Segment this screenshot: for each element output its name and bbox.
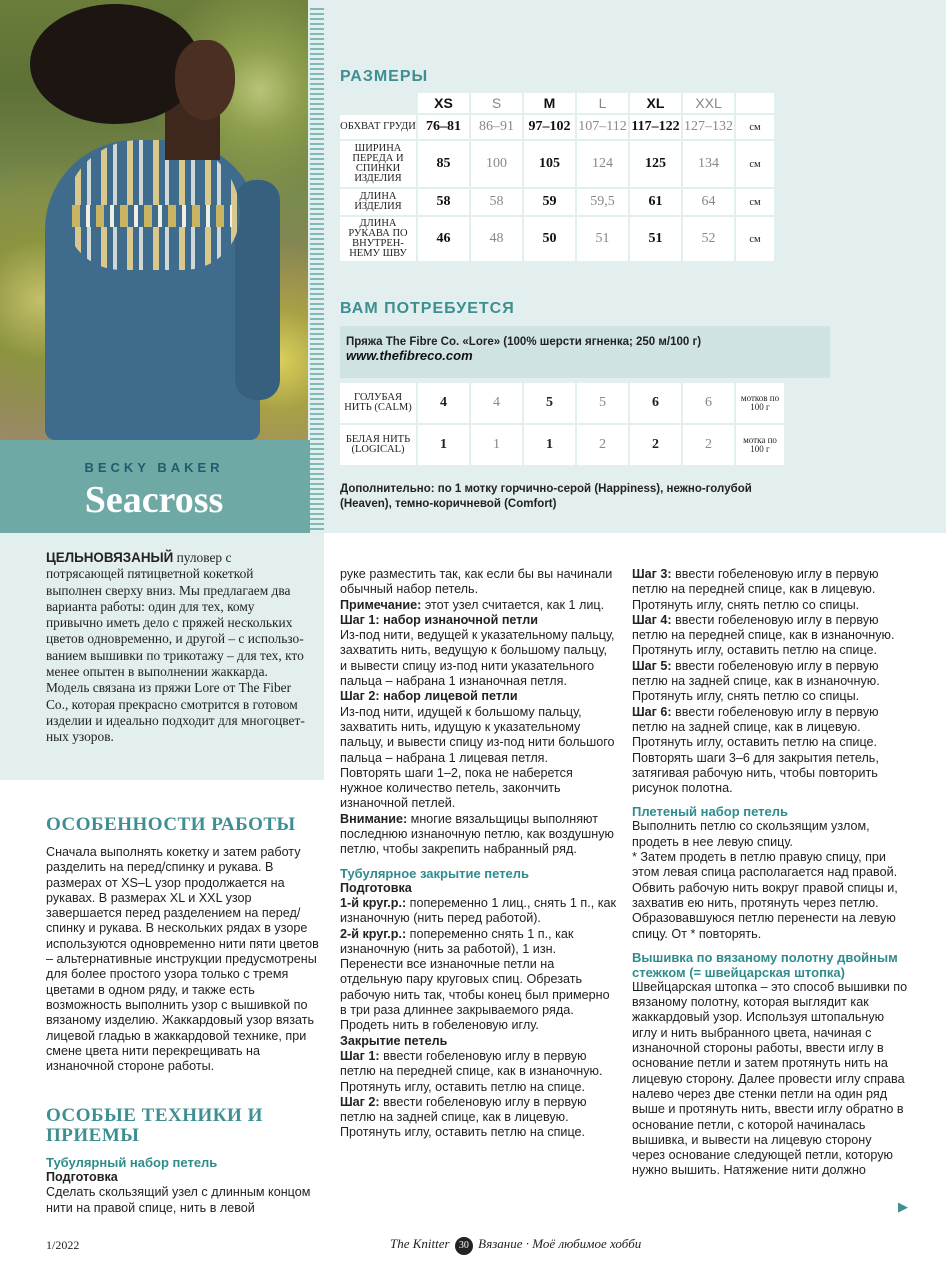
dotted-divider: [310, 8, 324, 533]
cell: 105: [524, 141, 575, 187]
sizes-row: [340, 189, 774, 215]
size-col: M: [524, 93, 575, 113]
cell: 125: [630, 141, 681, 187]
paragraph-text: этот узел считается, как 1 лиц.: [421, 597, 605, 612]
paragraph: [632, 659, 908, 705]
cell: 1: [524, 425, 575, 465]
cell: 117–122: [630, 115, 681, 139]
cell: 64: [683, 189, 734, 215]
paragraph: Выполнить петлю со скользящим узлом, продеть в нее левую спицу.: [632, 819, 870, 849]
yarn-url: www.thefibreco.com: [346, 348, 473, 363]
row-label: ДЛИНА РУКАВА ПО ВНУТРЕННЕМУ ШВУ: [340, 217, 416, 261]
column-3: [632, 567, 908, 1179]
paragraph: Швейцарская штопка – это способ вышивки по вязаному полотну, которая выглядит как жаккардовый узор. Используя штопальную иглу и нить выбранного цвета, начиная с изнаночной стороны работы, ввести иглу в основание петли и затем протянуть нить на лицевую сторону. Далее провести иглу справа налево через две стенки петли на один ряд выше и протянуть нить, ввести иглу обратно в основание петли, с которой начиналась вышивка, и вывести на лицевую сторону через основание следующей петли, которую нужно вышить. Натяжение нити должно: [632, 979, 908, 1178]
cell: 85: [418, 141, 469, 187]
bold-lead: Шаг 6:: [632, 704, 672, 719]
paragraph: Повторять шаги 1–2, пока не наберется нужное количество петель, закончить изнаночной петлей.: [340, 765, 573, 811]
cell: 58: [471, 189, 522, 215]
subheading: Плетеный набор петель: [632, 804, 789, 820]
step-heading: Закрытие петель: [340, 1033, 448, 1048]
techniques-heading: ОСОБЫЕ ТЕХНИКИ И ПРИЕМЫ: [46, 1105, 263, 1146]
cell: 5: [524, 383, 575, 423]
footer-right-brand: Вязание · Моё любимое хобби: [478, 1236, 642, 1251]
unit: см: [736, 217, 774, 261]
footer-brand: [390, 1236, 641, 1255]
bold-lead: Внимание:: [340, 811, 408, 826]
size-col: S: [471, 93, 522, 113]
yarn-info: [340, 326, 830, 378]
paragraph: руке разместить так, как если бы вы начинали обычный набор петель.: [340, 567, 613, 597]
cell: 1: [471, 425, 522, 465]
bold-lead: Шаг 5:: [632, 658, 672, 673]
paragraph: Из-под нити, идущей к большому пальцу, захватить нить, идущую к указательному пальцу, и вывести спицу из-под нити большого пальца – набрана 1 лицевая петля.: [340, 704, 615, 765]
column-1-bottom: [46, 1155, 322, 1216]
bold-lead: Примечание:: [340, 597, 422, 612]
paragraph-text: попеременно снять 1 п., как изнаночную (нить за работой), 1 изн.: [340, 926, 574, 956]
size-col: XXL: [683, 93, 734, 113]
cell: 100: [471, 141, 522, 187]
bold-lead: Шаг 1:: [340, 1048, 380, 1063]
yarn-row: [340, 425, 784, 465]
issue-number: 1/2022: [46, 1238, 80, 1252]
bold-lead: Шаг 4:: [632, 612, 672, 627]
sizes-header-row: [340, 93, 774, 113]
sizes-corner: [340, 93, 416, 113]
paragraph: * Затем продеть в петлю правую спицу, при этом левая спица располагается над правой. Обвить рабочую нить вокруг правой спицы и, захватив ею нить, протянуть через петлю. Образовавшуюся петлю перенести на левую спицу. От * повторять.: [632, 850, 898, 941]
intro-text: [46, 550, 311, 746]
step-heading: Шаг 1: набор изнаночной петли: [340, 612, 539, 627]
prep-label: Подготовка: [46, 1170, 118, 1184]
bold-lead: 2-й круг.р.:: [340, 926, 407, 941]
paragraph: [340, 896, 616, 927]
sizes-row: [340, 141, 774, 187]
size-col: L: [577, 93, 628, 113]
paragraph: Перенести все изнаночные петли на отдельную пару круговых спиц. Обрезать рабочую нить так, чтобы конец был примерно в три раза длиннее закрываемого ряда. Продеть нить в гобеленовую иглу.: [340, 957, 610, 1033]
cell: 127–132: [683, 115, 734, 139]
cell: 107–112: [577, 115, 628, 139]
paragraph: [340, 812, 616, 858]
paragraph-text: ввести гобеленовую иглу в первую петлю на задней спице, как в лицевую. Протянуть иглу, оставить петлю на спице.: [340, 1094, 587, 1140]
cell: 4: [471, 383, 522, 423]
paragraph: [340, 598, 616, 613]
paragraph: Из-под нити, ведущей к указательному пальцу, захватить нить, ведущую к большому пальцу, и вывести спицу из-под нити указательного пальца – набрана 1 изнаночная петля.: [340, 628, 615, 689]
cell: 46: [418, 217, 469, 261]
paragraph-text: ввести гобеленовую иглу в первую петлю на передней спице, как в изнаночную. Протянуть иглу, оставить петлю на спице.: [340, 1048, 603, 1094]
continue-arrow-icon: ▶: [898, 1199, 908, 1214]
sizes-heading: РАЗМЕРЫ: [340, 68, 429, 85]
cell: 4: [418, 383, 469, 423]
paragraph: Повторять шаги 3–6 для закрытия петель, затягивая рабочую нить, чтобы повторить рисунок полотна.: [632, 750, 879, 796]
author-name: BECKY BAKER: [84, 460, 224, 475]
cell: 1: [418, 425, 469, 465]
bold-lead: 1-й круг.р.:: [340, 895, 407, 910]
cell: 2: [683, 425, 734, 465]
sizes-row: [340, 217, 774, 261]
paragraph: [632, 705, 908, 751]
unit: см: [736, 189, 774, 215]
size-col: XS: [418, 93, 469, 113]
page-number: 30: [455, 1237, 473, 1255]
cell: 58: [418, 189, 469, 215]
row-label: БЕЛАЯ НИТЬ (LOGICAL): [340, 425, 416, 465]
cell: 59: [524, 189, 575, 215]
row-label: ШИРИНА ПЕРЕДА И СПИНКИ ИЗДЕЛИЯ: [340, 141, 416, 187]
row-label: ГОЛУБАЯ НИТЬ (CALM): [340, 383, 416, 423]
paragraph: [632, 613, 908, 659]
paragraph-text: попеременно 1 лиц., снять 1 п., как изнаночную (нить перед работой).: [340, 895, 617, 926]
unit-col: [736, 93, 774, 113]
unit: см: [736, 115, 774, 139]
bold-lead: Шаг 3:: [632, 567, 672, 581]
step-heading: Подготовка: [340, 880, 412, 895]
subheading: Вышивка по вязаному полотну двойным стежком (= швейцарская штопка): [632, 949, 898, 980]
paragraph: [340, 927, 616, 958]
cell: 51: [577, 217, 628, 261]
cell: 51: [630, 217, 681, 261]
cell: 124: [577, 141, 628, 187]
unit: см: [736, 141, 774, 187]
row-label: ОБХВАТ ГРУДИ: [340, 115, 416, 139]
column-2: [340, 567, 616, 1141]
cell: 59,5: [577, 189, 628, 215]
sizes-row: [340, 115, 774, 139]
cell: 86–91: [471, 115, 522, 139]
subheading: Тубулярное закрытие петель: [340, 865, 530, 881]
paragraph-text: ввести гобеленовую иглу в первую петлю на задней спице, как в изнаночную. Протянуть иглу, снять петлю со спицы.: [632, 658, 880, 704]
yarn-table: [338, 381, 786, 467]
cell: 5: [577, 383, 628, 423]
size-col: XL: [630, 93, 681, 113]
cell: 2: [577, 425, 628, 465]
cell: 6: [630, 383, 681, 423]
sizes-table: [338, 91, 776, 263]
cell: 50: [524, 217, 575, 261]
subheading: Тубулярный набор петель: [46, 1155, 218, 1170]
intro-lead: ЦЕЛЬНОВЯЗАНЫЙ: [46, 550, 174, 565]
paragraph-text: ввести гобеленовую иглу в первую петлю на передней спице, как в изнаночную. Протянуть иглу, оставить петлю на спице.: [632, 612, 895, 658]
features-text: Сначала выполнять кокетку и затем работу разделить на перед/спинку и рукава. В размерах от XS–L узор продолжается на рукавах. В размерах XL и XXL узор завершается перед разделением на перед/спинку и рукава. В нескольких рядах в узоре используются одновременно нити пяти цветов – альтернативные инструкции предусмотрены для более простого узора только с тремя цветами в одном ряду, и также есть возможность выполнить узор с вышивкой по вязаному изделию. Жаккардовый узор вязать лицевой гладью в жаккардовой технике, при смене цвета нити перекрещивать на изнаночной стороне работы.: [46, 845, 319, 1074]
cell: 48: [471, 217, 522, 261]
paragraph-text: многие вязальщицы выполняют последнюю изнаночную петлю, как воздушную петлю, чтобы закрепить набранный ряд.: [340, 811, 614, 857]
paragraph: [340, 1049, 616, 1095]
model-photo: [0, 0, 308, 440]
cell: 2: [630, 425, 681, 465]
yarn-name: Пряжа The Fibre Co. «Lore» (100% шерсти ягненка; 250 м/100 г): [346, 336, 702, 348]
yarn-row: [340, 383, 784, 423]
extra-yarn: Дополнительно: по 1 мотку горчично-серой (Happiness), нежно-голубой (Heaven), темно-коричневой (Comfort): [340, 483, 752, 510]
paragraph-text: ввести гобеленовую иглу в первую петлю на задней спице, как в лицевую. Протянуть иглу, оставить петлю на спице.: [632, 704, 879, 750]
bold-lead: Шаг 2:: [340, 1094, 380, 1109]
column-1: [46, 845, 322, 1074]
features-heading: ОСОБЕННОСТИ РАБОТЫ: [46, 814, 296, 835]
materials-heading: ВАМ ПОТРЕБУЕТСЯ: [340, 300, 515, 317]
paragraph: [632, 567, 908, 613]
pattern-title: Seacross: [84, 479, 224, 521]
paragraph-text: ввести гобеленовую иглу в первую петлю на передней спице, как в лицевую. Протянуть иглу, снять петлю со спицы.: [632, 567, 879, 612]
paragraph: Сделать скользящий узел с длинным концом нити на правой спице, нить в левой: [46, 1185, 311, 1215]
paragraph: [340, 1095, 616, 1141]
cell: 61: [630, 189, 681, 215]
cell: 76–81: [418, 115, 469, 139]
cell: 97–102: [524, 115, 575, 139]
unit: мотка по 100 г: [736, 425, 784, 465]
step-heading: Шаг 2: набор лицевой петли: [340, 689, 518, 704]
cell: 6: [683, 383, 734, 423]
cell: 134: [683, 141, 734, 187]
footer-left-brand: The Knitter: [390, 1236, 450, 1251]
cell: 52: [683, 217, 734, 261]
row-label: ДЛИНА ИЗДЕЛИЯ: [340, 189, 416, 215]
intro-body: пуловер с потрясающей пятицветной кокеткой выполнен сверху вниз. Мы предлагаем два варианта работы: один для тех, кому привычно иметь дело с пряжей нескольких цветов одновременно, и другой – с использованием вышивки по трикотажу – для тех, кто менее опытен в выполнении жаккарда. Модель связана из пряжи Lore от The Fiber Co., которая прекрасно смотрится в готовом изделии и идеально подходит для многоцветных узоров.: [46, 550, 305, 745]
unit: мотков по 100 г: [736, 383, 784, 423]
